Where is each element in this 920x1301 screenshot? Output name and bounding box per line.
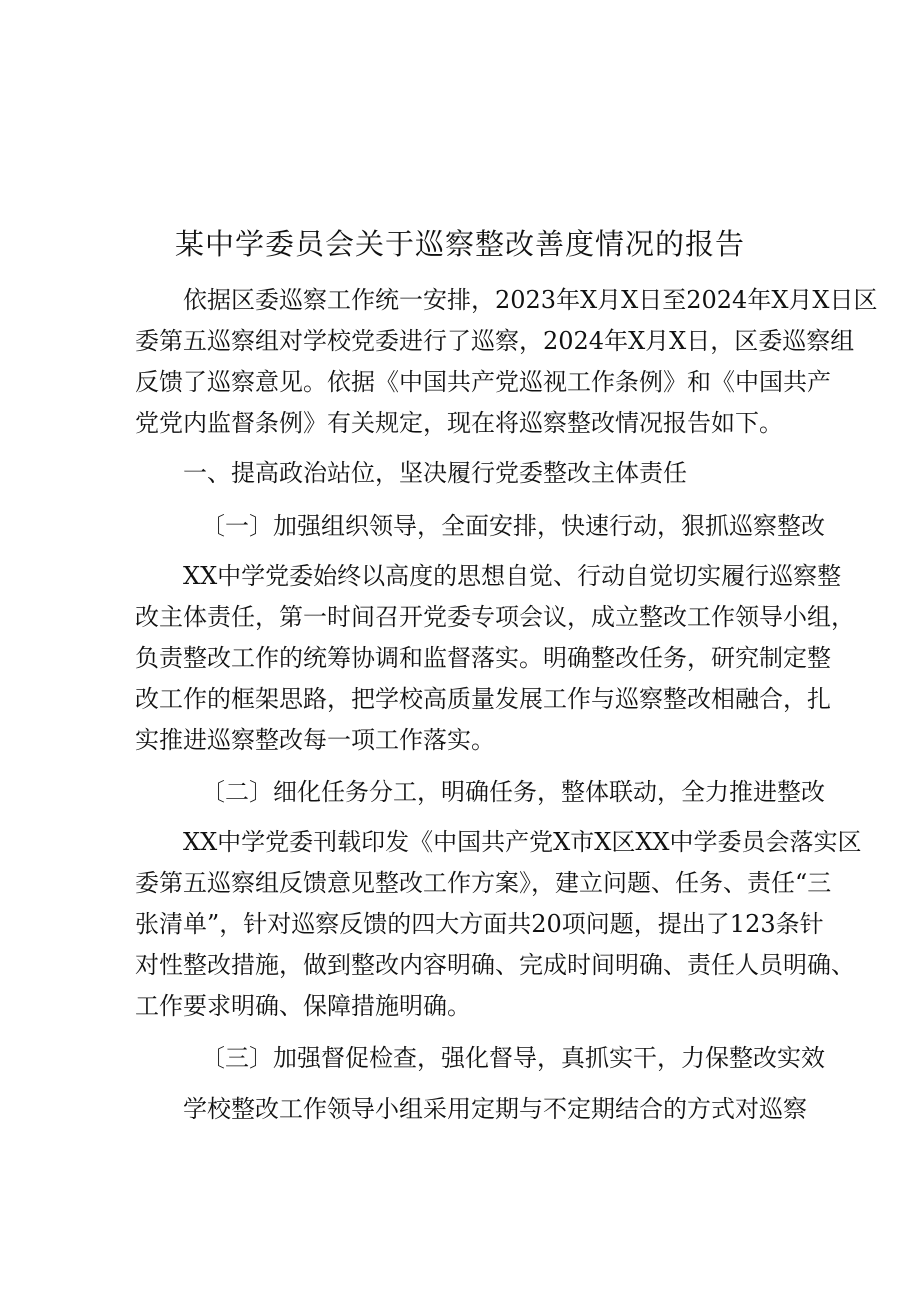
paragraph-line: 依据区委巡察工作统一安排，2023年X月X日至2024年X月X日区 [183, 286, 878, 314]
paragraph-line: 改主体责任，第一时间召开党委专项会议，成立整改工作领导小组， [135, 603, 855, 631]
paragraph-line: 工作要求明确、保障措施明确。 [135, 992, 471, 1020]
document-title: 某中学委员会关于巡察整改善度情况的报告 [174, 227, 745, 261]
subsection-heading: 〔二〕细化任务分工，明确任务，整体联动，全力推进整改 [201, 778, 825, 806]
paragraph-line: 学校整改工作领导小组采用定期与不定期结合的方式对巡察 [183, 1095, 807, 1123]
paragraph-line: 负责整改工作的统筹协调和监督落实。明确整改任务，研究制定整 [135, 644, 831, 672]
paragraph-line: 委第五巡察组反馈意见整改工作方案》，建立问题、任务、责任“三 [135, 869, 832, 897]
paragraph-line: 张清单”，针对巡察反馈的四大方面共20项问题，提出了123条针 [135, 910, 824, 938]
paragraph-line: 实推进巡察整改每一项工作落实。 [135, 726, 495, 754]
section-heading: 一、提高政治站位，坚决履行党委整改主体责任 [183, 459, 687, 487]
subsection-heading: 〔一〕加强组织领导，全面安排，快速行动，狠抓巡察整改 [201, 512, 825, 540]
paragraph-line: XX中学党委始终以高度的思想自觉、行动自觉切实履行巡察整 [183, 562, 842, 590]
paragraph-line: XX中学党委刊载印发《中国共产党X市X区XX中学委员会落实区 [183, 828, 862, 856]
paragraph-line: 对性整改措施，做到整改内容明确、完成时间明确、责任人员明确、 [135, 951, 855, 979]
paragraph-line: 党党内监督条例》有关规定，现在将巡察整改情况报告如下。 [135, 409, 783, 437]
paragraph-line: 委第五巡察组对学校党委进行了巡察，2024年X月X日，区委巡察组 [135, 327, 855, 355]
paragraph-line: 改工作的框架思路，把学校高质量发展工作与巡察整改相融合，扎 [135, 685, 831, 713]
subsection-heading: 〔三〕加强督促检查，强化督导，真抓实干，力保整改实效 [201, 1044, 825, 1072]
paragraph-line: 反馈了巡察意见。依据《中国共产党巡视工作条例》和《中国共产 [135, 368, 831, 396]
